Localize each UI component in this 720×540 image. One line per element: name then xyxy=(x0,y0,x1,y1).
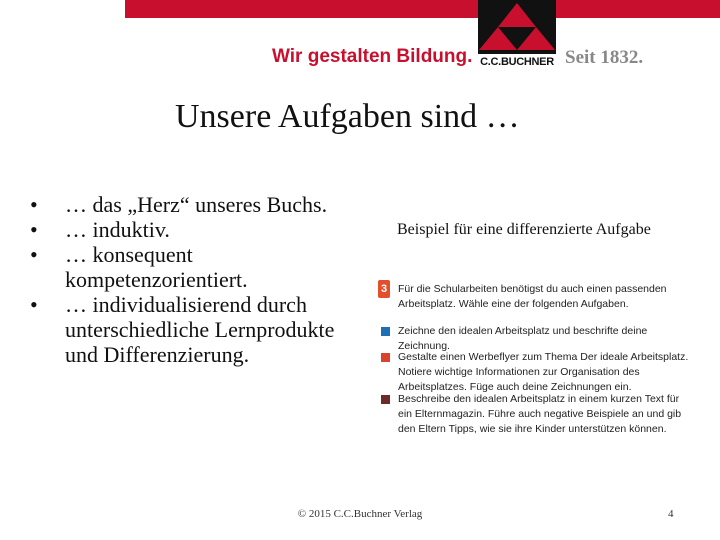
task-text: Beschreibe den idealen Arbeitsplatz in einem kurzen Text für ein Elternmagazin. Führe auch negative Beispiele an und gib den Eltern Tipps, wie sie ihre Kinder unterstützen können. xyxy=(398,393,682,435)
bullet-symbol: • xyxy=(30,192,38,217)
footer-copyright: © 2015 C.C.Buchner Verlag xyxy=(297,508,423,520)
bullet-text: … konsequent kompetenzorientiert. xyxy=(65,242,248,292)
task-intro xyxy=(398,282,693,312)
bullet-symbol: • xyxy=(30,242,38,267)
bullet-text: … individualisierend durch unterschiedliche Lernprodukte und Differenzierung. xyxy=(65,292,335,367)
bullet-symbol: • xyxy=(30,292,38,317)
bullet-item xyxy=(30,217,360,242)
example-caption: Beispiel für eine differenzierte Aufgabe xyxy=(397,221,651,238)
bullet-item xyxy=(30,192,360,217)
logo-wordmark: C.C.BUCHNER xyxy=(480,56,554,68)
task-text: Zeichne den idealen Arbeitsplatz und beschrifte deine Zeichnung. xyxy=(398,325,648,352)
bullet-item xyxy=(30,242,360,292)
header-since: Seit 1832. xyxy=(565,47,644,68)
task-text: Gestalte einen Werbeflyer zum Thema Der ideale Arbeitsplatz. Notiere wichtige Informationen zur Organisation des Arbeitsplatzes. Füge auch deine Zeichnungen ein. xyxy=(398,351,689,393)
bullet-symbol: • xyxy=(30,217,38,242)
bullet-list xyxy=(30,192,360,367)
task-number-badge: 3 xyxy=(378,280,390,298)
bullet-text: … das „Herz“ unseres Buchs. xyxy=(65,192,328,217)
task-item xyxy=(398,350,693,395)
blue-square-icon xyxy=(381,327,390,336)
bullet-item xyxy=(30,292,360,367)
task-text: Für die Schularbeiten benötigst du auch einen passenden Arbeitsplatz. Wähle eine der folgenden Aufgaben. xyxy=(398,283,667,310)
example-task-image xyxy=(376,278,696,448)
slide-title: Unsere Aufgaben sind … xyxy=(175,98,520,135)
header-red-bar xyxy=(125,0,720,18)
red-square-icon xyxy=(381,353,390,362)
dark-square-icon xyxy=(381,395,390,404)
bullet-text: … induktiv. xyxy=(65,217,170,242)
header-tagline: Wir gestalten Bildung. xyxy=(272,46,473,67)
page-number: 4 xyxy=(668,508,674,520)
task-item xyxy=(398,392,693,437)
